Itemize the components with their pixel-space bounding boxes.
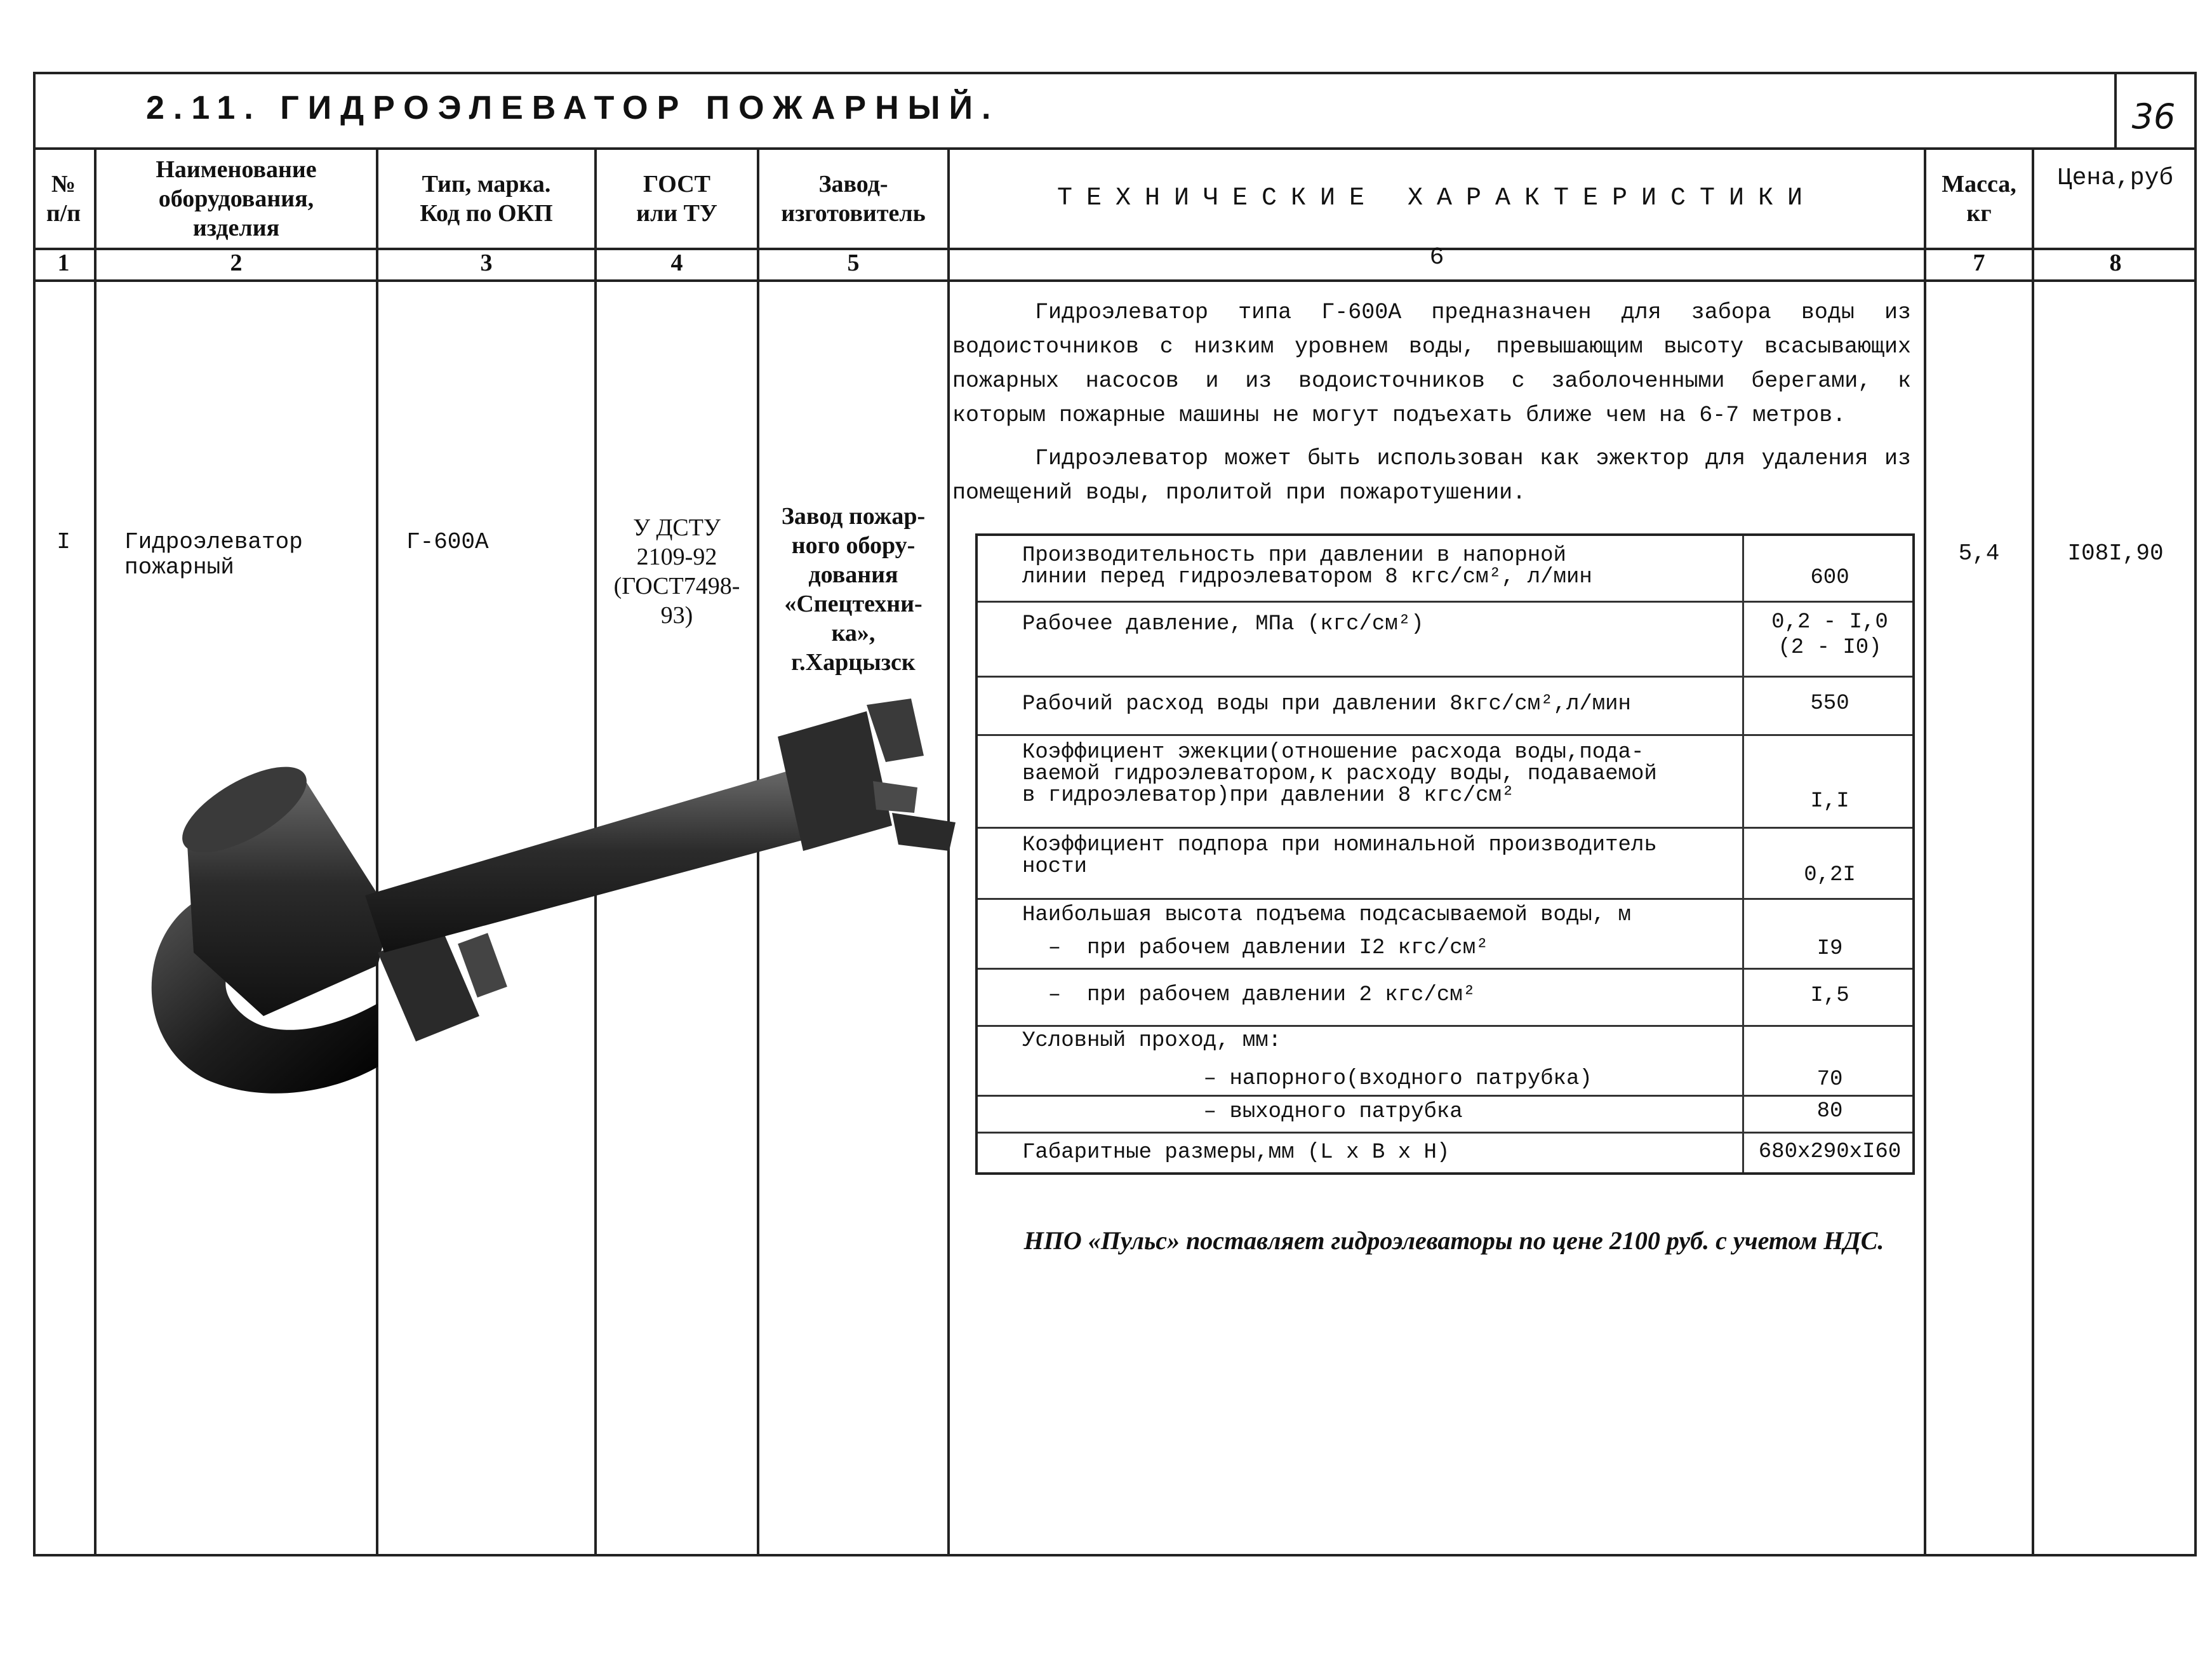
spec-row-5: Наибольшая высота подъема подсасываемой воды, м – при рабочем давлении I2 кгс/см² I9 xyxy=(978,898,1912,970)
row-type: Г-600А xyxy=(406,529,489,555)
header-col-name: Наименование оборудования, изделия xyxy=(156,156,317,241)
page-title: 2.11. ГИДРОЭЛЕВАТОР ПОЖАРНЫЙ. xyxy=(146,90,1000,126)
colnum-8: 8 xyxy=(2109,250,2122,276)
header-col-maker: Завод- изготовитель xyxy=(781,171,926,227)
colnum-6: 6 xyxy=(1429,244,1444,271)
row-maker: Завод пожар- ного обору- дования «Спецтехни- ка», г.Харцызск xyxy=(781,503,926,676)
colnum-4: 4 xyxy=(670,250,683,276)
colnum-2: 2 xyxy=(230,250,243,276)
colnum-1: 1 xyxy=(57,250,70,276)
col-sep-1 xyxy=(94,147,97,1556)
spec-row-0: Производительность при давлении в напорной линии перед гидроэлеватором 8 кгс/см², л/мин 600 xyxy=(978,536,1912,603)
row-price: I08I,90 xyxy=(2067,540,2164,566)
footnote: НПО «Пульс» поставляет гидроэлеваторы по цене 2100 руб. с учетом НДС. xyxy=(1023,1226,1884,1255)
colnum-7: 7 xyxy=(1973,250,1985,276)
header-col-number: № п/п xyxy=(46,171,81,227)
spec-row-8: – выходного патрубка 80 xyxy=(978,1095,1912,1134)
hydroelevator-photo-icon xyxy=(111,686,959,1105)
header-col-mass: Масса, кг xyxy=(1942,171,2016,227)
spec-row-9: Габаритные размеры,мм (L x B x H) 680x290xI60 xyxy=(1022,1140,1902,1165)
header-col-price: Цена,руб xyxy=(2057,164,2174,192)
header-col-tech: ТЕХНИЧЕСКИЕ ХАРАКТЕРИСТИКИ xyxy=(1056,184,1817,213)
row-gost: У ДСТУ 2109-92 (ГОСТ7498- 93) xyxy=(613,514,740,629)
row-mass: 5,4 xyxy=(1958,540,2000,566)
spec-row-4: Коэффициент подпора при номинальной производитель ности 0,2I xyxy=(978,827,1912,900)
header-col-type: Тип, марка. Код по ОКП xyxy=(420,171,553,227)
row-name: Гидроэлеватор пожарный xyxy=(124,529,303,580)
colnum-5: 5 xyxy=(847,250,860,276)
spec-row-7: Условный проход, мм: – напорного(входного патрубка) 70 xyxy=(978,1025,1912,1097)
spec-row-3: Коэффициент эжекции(отношение расхода воды,пода- ваемой гидроэлеватором,к расходу воды, подаваемой в гидроэлеватор)при давлении 8 кгс/см² I,I xyxy=(978,734,1912,829)
colnum-bottom-rule xyxy=(33,279,2197,282)
page-number-box xyxy=(2114,72,2117,149)
specs-table xyxy=(975,533,1915,1175)
spec-row-6: – при рабочем давлении 2 кгс/см² I,5 xyxy=(978,968,1912,1027)
header-col-gost: ГОСТ или ТУ xyxy=(636,171,717,227)
row-description: Гидроэлеватор типа Г-600А предназначен для забора воды из водоисточников с низким уровнем воды, превышающим высоту всасывающих пожарных насосов и из водоисточников с заболоченными берегами, к которым пожарные машины не могут подъехать ближе чем на 6-7 метров. Гидроэлеватор может быть использован как эжектор для удаления из помещений воды, пролитой при пожаротушении. xyxy=(952,300,1911,505)
col-sep-6 xyxy=(1924,147,1926,1556)
page-number: 36 xyxy=(2131,97,2176,137)
col-sep-7 xyxy=(2032,147,2034,1556)
spec-row-2: Рабочий расход воды при давлении 8кгс/см²,л/мин 550 xyxy=(978,676,1912,736)
colnum-3: 3 xyxy=(480,250,493,276)
spec-row-1: Рабочее давление, МПа (кгс/см²) 0,2 - I,0 (2 - I0) xyxy=(978,601,1912,678)
row-index: I xyxy=(57,529,70,555)
